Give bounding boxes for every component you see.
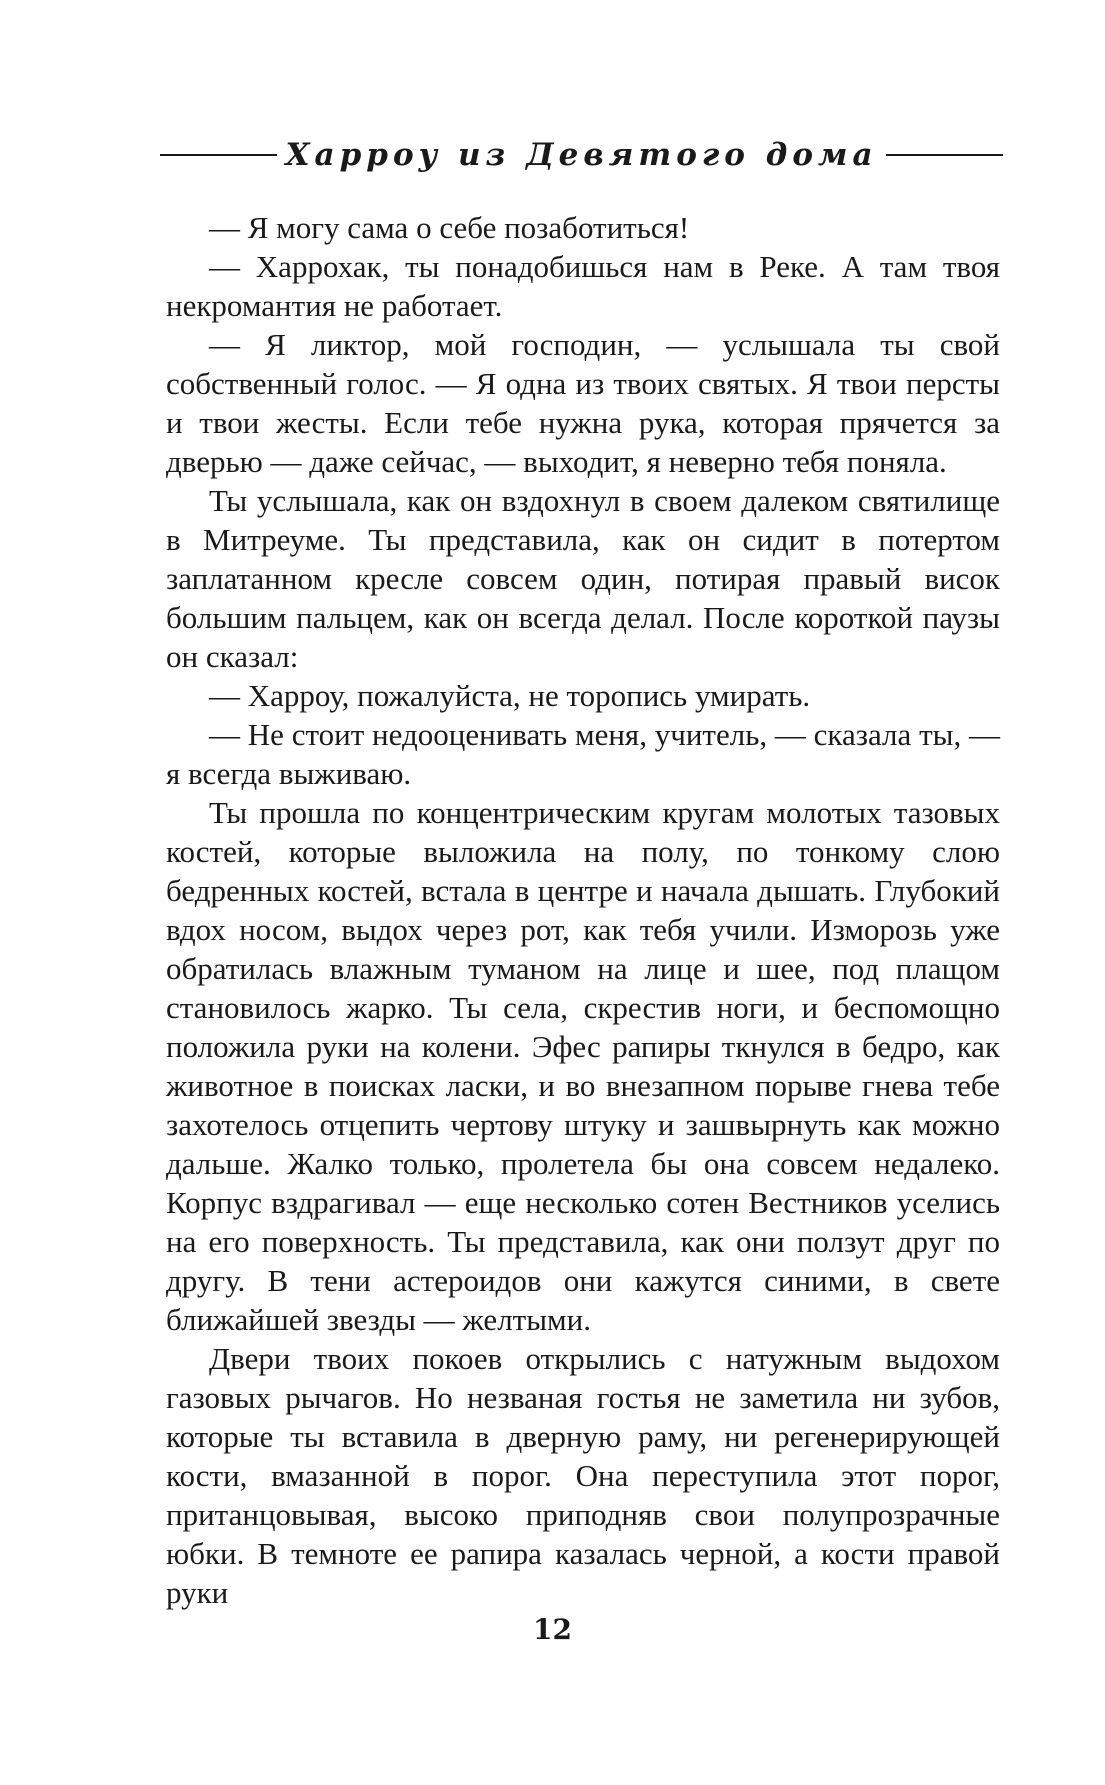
header-rule-left bbox=[160, 154, 277, 156]
paragraph: — Не стоит недооценивать меня, учитель, — сказала ты, — я всегда выживаю. bbox=[166, 717, 1000, 791]
body-text bbox=[166, 208, 1000, 1612]
paragraph: Ты прошла по концентрическим кругам молотых тазовых костей, которые выложила на полу, по тонкому слою бедренных костей, встала в центре и начала дышать. Глубокий вдох носом, выдох через рот, как тебя учили. Изморозь уже обратилась влажным туманом на лице и шее, под плащом становилось жарко. Ты села, скрестив ноги, и беспомощно положила руки на колени. Эфес рапиры ткнулся в бедро, как животное в поисках ласки, и во внезапном порыве гнева тебе захотелось отцепить чертову штуку и зашвырнуть как можно дальше. Жалко только, пролетела бы она совсем недалеко. Корпус вздрагивал — еще несколько сотен Вестников уселись на его поверхность. Ты представила, как они ползут друг по другу. В тени астероидов они кажутся синими, в свете ближайшей звезды — желтыми. bbox=[166, 795, 1000, 1337]
running-title: Харроу из Девятого дома bbox=[285, 137, 878, 173]
paragraph: Ты услышала, как он вздохнул в своем далеком святилище в Митреуме. Ты представила, как он сидит в потертом заплатанном кресле совсем один, потирая правый висок большим пальцем, как он всегда делал. После короткой паузы он сказал: bbox=[166, 483, 1000, 674]
paragraph: — Я могу сама о себе позаботиться! bbox=[209, 210, 690, 245]
page-number: 12 bbox=[533, 1613, 572, 1646]
paragraph: — Я ликтор, мой господин, — услышала ты свой собственный голос. — Я одна из твоих святых. Я твои персты и твои жесты. Если тебе нужна рука, которая прячется за дверью — даже сейчас, — выходит, я неверно тебя поняла. bbox=[166, 327, 1000, 479]
paragraph: — Харроу, пожалуйста, не торопись умирать. bbox=[209, 678, 811, 713]
running-header bbox=[160, 128, 1003, 182]
paragraph: Двери твоих покоев открылись с натужным выдохом газовых рычагов. Но незваная гостья не заметила ни зубов, которые ты вставила в дверную раму, ни регенерирующей кости, вмазанной в порог. Она переступила этот порог, пританцовывая, высоко приподняв свои полупрозрачные юбки. В темноте ее рапира казалась черной, а кости правой руки bbox=[166, 1341, 1000, 1610]
paragraph: — Харрохак, ты понадобишься нам в Реке. А там твоя некромантия не работает. bbox=[166, 249, 1000, 323]
header-rule-right bbox=[886, 154, 1003, 156]
